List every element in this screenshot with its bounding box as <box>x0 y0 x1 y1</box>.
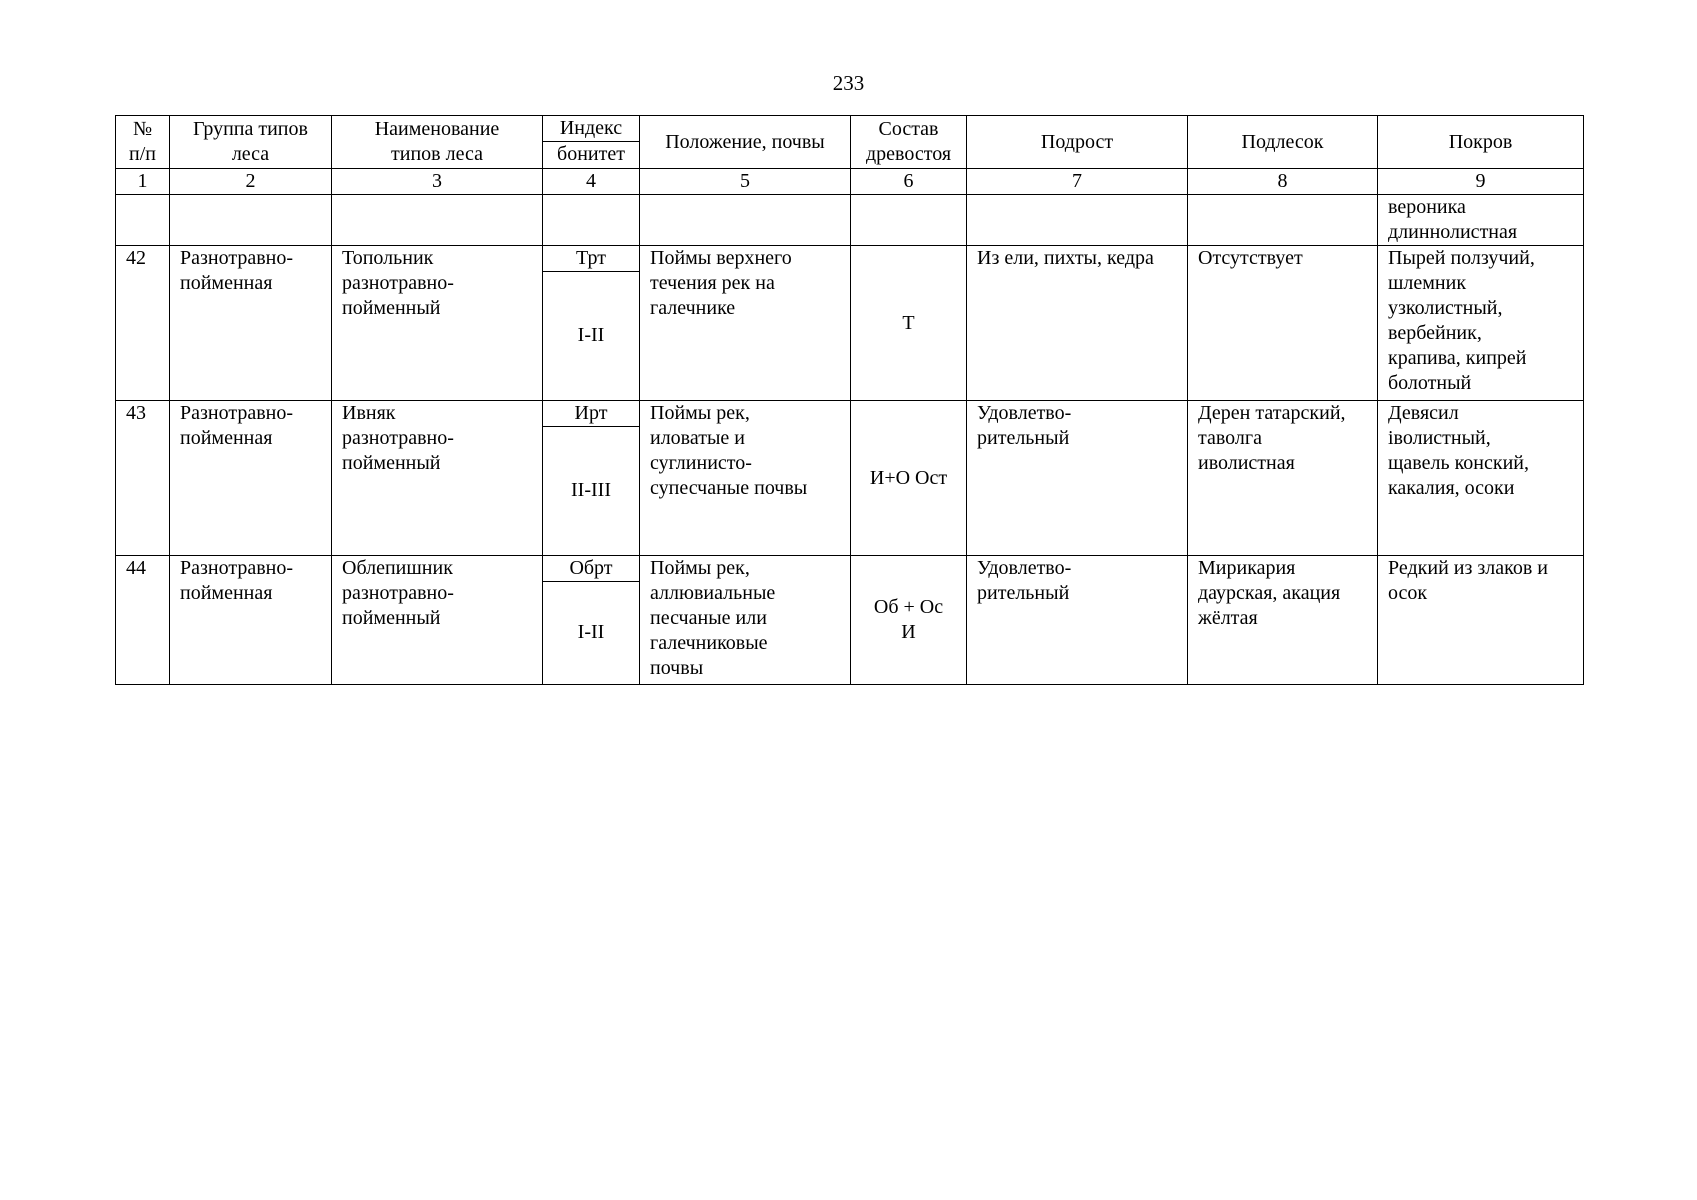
continuation-row <box>116 195 1584 246</box>
cell-index <box>543 401 640 556</box>
column-number: 3 <box>332 169 543 195</box>
header-position: Положение, почвы <box>640 116 851 169</box>
cell-name: Облепишник разнотравно- пойменный <box>332 556 543 685</box>
table-row <box>116 401 1584 556</box>
column-number: 5 <box>640 169 851 195</box>
column-number: 7 <box>967 169 1188 195</box>
cell-index-code: Трт <box>543 246 639 272</box>
cell-position: Поймы верхнего течения рек на галечнике <box>640 246 851 401</box>
table-row <box>116 246 1584 401</box>
cell-cover: Девясил iволистный, щавель конский, какалия, осоки <box>1378 401 1584 556</box>
header-index-bottom: бонитет <box>557 143 625 165</box>
cell-bonitet: I-II <box>577 324 605 346</box>
column-number: 9 <box>1378 169 1584 195</box>
cell-undergrowth: Удовлетво- рительный <box>967 401 1188 556</box>
cell-underbrush: Дерен татарский, таволга иволистная <box>1188 401 1378 556</box>
cell-bonitet: II-III <box>571 479 611 501</box>
header-group: Группа типов леса <box>170 116 332 169</box>
cell-group: Разнотравно- пойменная <box>170 246 332 401</box>
cell-cover: Редкий из злаков и осок <box>1378 556 1584 685</box>
cell-cover: вероника длиннолистная <box>1378 195 1584 246</box>
cell-num: 43 <box>116 401 170 556</box>
cell-index <box>543 246 640 401</box>
cell-index-code: Обрт <box>543 556 639 582</box>
header-num: № п/п <box>116 116 170 169</box>
column-number: 4 <box>543 169 640 195</box>
cell-position: Поймы рек, аллювиальные песчаные или галечниковые почвы <box>640 556 851 685</box>
cell-group: Разнотравно- пойменная <box>170 556 332 685</box>
cell-bonitet: I-II <box>577 621 605 643</box>
cell-undergrowth: Из ели, пихты, кедра <box>967 246 1188 401</box>
cell-group: Разнотравно- пойменная <box>170 401 332 556</box>
header-undergrowth: Подрост <box>967 116 1188 169</box>
cell-underbrush: Мирикария даурская, акация жёлтая <box>1188 556 1378 685</box>
cell-position: Поймы рек, иловатые и суглинисто- супесчаные почвы <box>640 401 851 556</box>
cell-index-code: Ирт <box>543 401 639 427</box>
header-cover: Покров <box>1378 116 1584 169</box>
page-number: 233 <box>832 71 865 95</box>
cell-undergrowth: Удовлетво- рительный <box>967 556 1188 685</box>
cell-underbrush: Отсутствует <box>1188 246 1378 401</box>
cell-name: Ивняк разнотравно- пойменный <box>332 401 543 556</box>
header-row <box>116 116 1584 169</box>
cell-num: 42 <box>116 246 170 401</box>
cell-name: Топольник разнотравно- пойменный <box>332 246 543 401</box>
column-number: 8 <box>1188 169 1378 195</box>
column-number: 2 <box>170 169 332 195</box>
header-underbrush: Подлесок <box>1188 116 1378 169</box>
column-numbers-row <box>116 169 1584 195</box>
cell-cover: Пырей ползучий, шлемник узколистный, вербейник, крапива, кипрей болотный <box>1378 246 1584 401</box>
cell-index <box>543 556 640 685</box>
column-number: 1 <box>116 169 170 195</box>
cell-composition: Об + Ос И <box>851 556 967 685</box>
cell-num: 44 <box>116 556 170 685</box>
cell-composition: И+О Ост <box>851 401 967 556</box>
header-composition: Состав древостоя <box>851 116 967 169</box>
header-index-top: Индекс <box>543 116 639 142</box>
cell-composition: Т <box>851 246 967 401</box>
header-index <box>543 116 640 169</box>
forest-types-table <box>115 115 1584 685</box>
column-number: 6 <box>851 169 967 195</box>
table-row <box>116 556 1584 685</box>
header-name: Наименование типов леса <box>332 116 543 169</box>
